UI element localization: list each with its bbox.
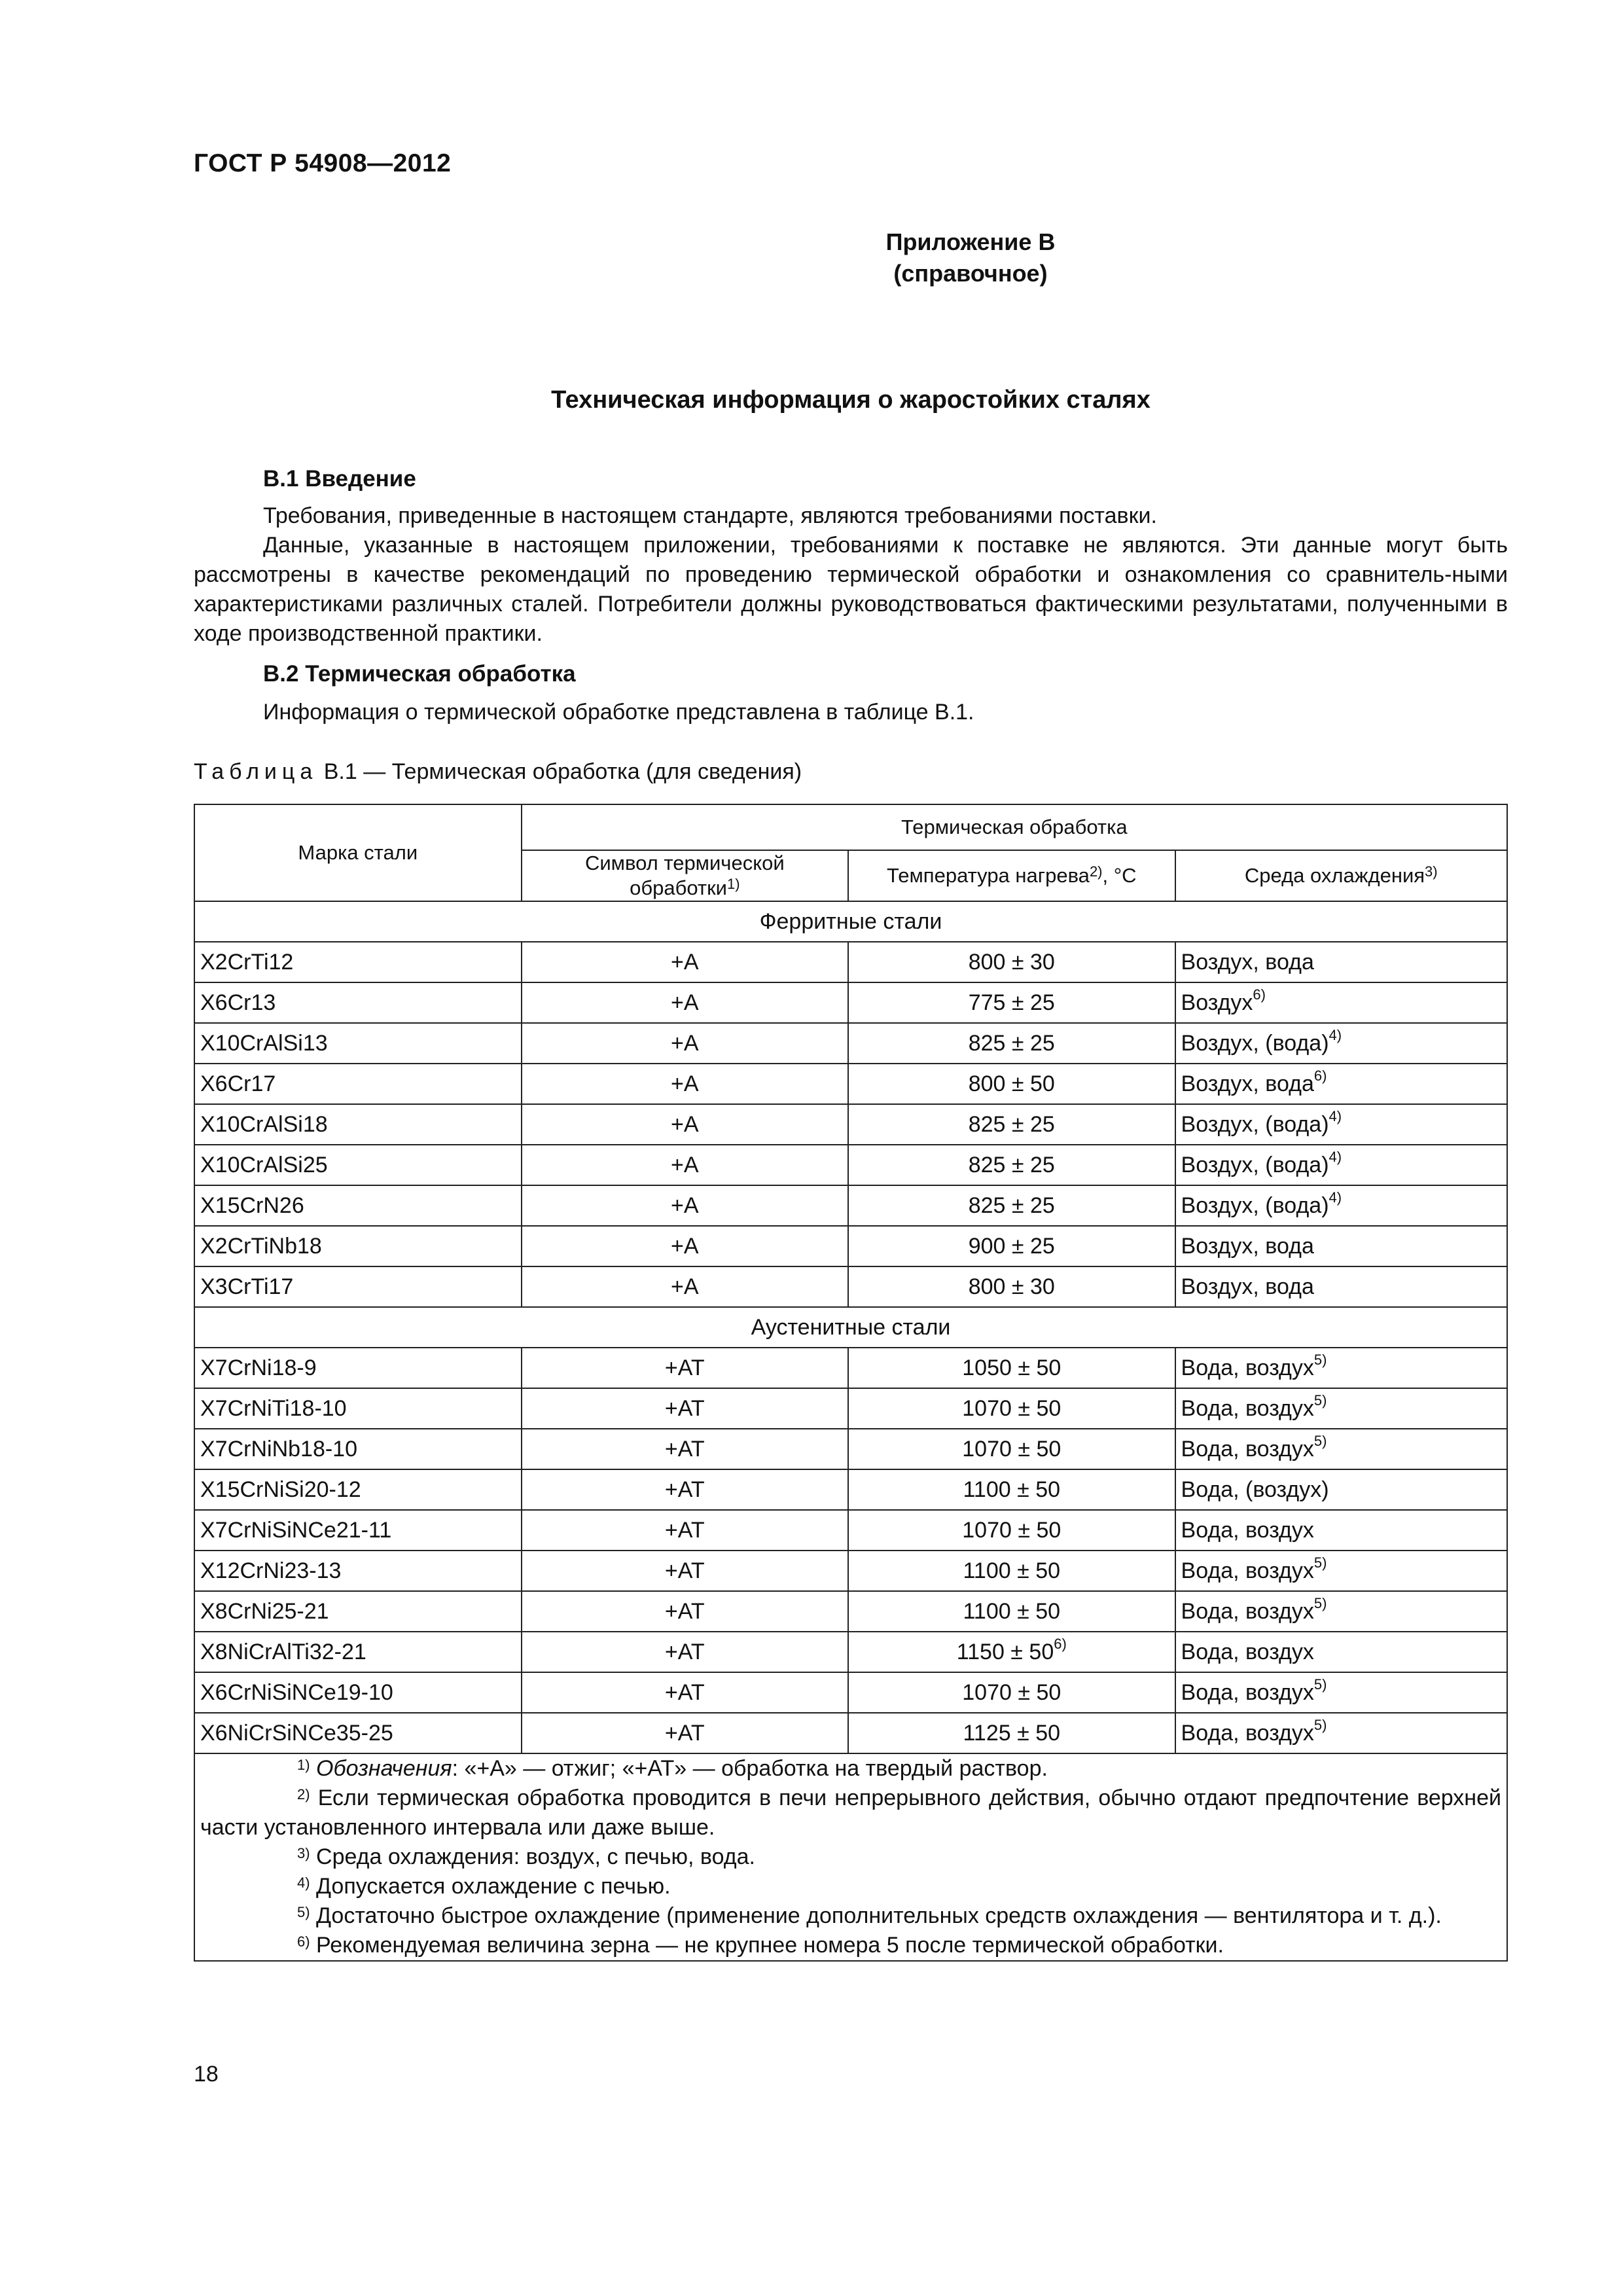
steel-grade (194, 1591, 522, 1632)
page-number: 18 (194, 2062, 219, 2087)
treatment-symbol (522, 1672, 848, 1713)
cooling-medium (1175, 1388, 1507, 1429)
footnote-ref: 2) (1089, 863, 1103, 880)
cooling-medium-text: Воздух, (вода) (1181, 1193, 1329, 1218)
heating-temperature-text: 1070 ± 50 (962, 1517, 1061, 1543)
footnote-ref: 4) (1329, 1107, 1342, 1124)
section-title: Техническая информация о жаростойких сталях (551, 386, 1150, 414)
heating-temperature-text: 825 ± 25 (968, 1030, 1055, 1056)
table-notes (194, 1753, 1507, 1961)
table-caption-label: Таблица (194, 759, 318, 784)
footnote-mark: 2) (297, 1786, 310, 1803)
treatment-symbol-text: +AT (664, 1436, 705, 1462)
cooling-medium-text: Вода, воздух (1181, 1598, 1314, 1624)
steel-grade-text: X6Cr13 (200, 990, 276, 1015)
cooling-medium (1175, 982, 1507, 1023)
treatment-symbol-text: +A (671, 1193, 699, 1218)
heating-temperature (848, 942, 1175, 982)
table-row (194, 1591, 1507, 1632)
table-row (194, 1632, 1507, 1672)
group-name: Аустенитные стали (194, 1307, 1507, 1348)
footnote-ref: 4) (1329, 1189, 1342, 1206)
footnote-ref: 5) (1313, 1676, 1327, 1693)
heating-temperature (848, 1713, 1175, 1753)
treatment-symbol (522, 1713, 848, 1753)
steel-grade (194, 1632, 522, 1672)
steel-grade-text: X10CrAlSi13 (200, 1030, 328, 1056)
table-caption (194, 759, 802, 785)
cooling-medium-text: Воздух, (вода) (1181, 1111, 1329, 1137)
table-caption-text: В.1 — Термическая обработка (для сведения) (317, 759, 802, 784)
treatment-symbol (522, 1388, 848, 1429)
heating-temperature-text: 775 ± 25 (968, 990, 1055, 1015)
footnote-text: Если термическая обработка проводится в печи непрерывного действия, обычно отдают предпочтение верхней части установленного интервала или даже выше. (200, 1785, 1501, 1840)
heating-temperature (848, 1388, 1175, 1429)
table-row (194, 1348, 1507, 1388)
treatment-symbol-text: +AT (664, 1395, 705, 1421)
heating-temperature (848, 1469, 1175, 1510)
treatment-symbol (522, 1348, 848, 1388)
table-row (194, 942, 1507, 982)
heating-temperature (848, 1429, 1175, 1469)
footnote (200, 1754, 1501, 1784)
cooling-medium-text: Вода, воздух (1181, 1639, 1314, 1664)
heating-temperature (848, 1266, 1175, 1307)
cooling-medium (1175, 1226, 1507, 1266)
header-temperature-unit: , °С (1102, 864, 1137, 887)
footnote-text: Среда охлаждения: воздух, с печью, вода. (310, 1844, 755, 1869)
table-row (194, 1226, 1507, 1266)
table-row (194, 982, 1507, 1023)
heating-temperature-text: 800 ± 50 (968, 1071, 1055, 1096)
treatment-symbol-text: +AT (664, 1517, 705, 1543)
steel-grade (194, 1388, 522, 1429)
footnote-mark: 1) (297, 1757, 310, 1773)
heating-temperature-text: 900 ± 25 (968, 1233, 1055, 1259)
cooling-medium (1175, 1104, 1507, 1145)
footnote-text: Допускается охлаждение с печью. (310, 1874, 671, 1899)
steel-grade (194, 1713, 522, 1753)
table-body (194, 901, 1507, 1753)
heating-temperature (848, 1551, 1175, 1591)
footnote-text: Достаточно быстрое охлаждение (применение дополнительных средств охлаждения — вентилятора и т. д.). (310, 1903, 1442, 1928)
steel-grade (194, 1266, 522, 1307)
footnote-mark: 4) (297, 1874, 310, 1891)
steel-grade (194, 1348, 522, 1388)
treatment-symbol (522, 1551, 848, 1591)
footnote (200, 1872, 1501, 1901)
steel-grade (194, 1551, 522, 1591)
cooling-medium (1175, 1266, 1507, 1307)
footnote-mark: 6) (297, 1933, 310, 1950)
footnote-ref: 1) (726, 876, 740, 892)
heating-temperature (848, 1145, 1175, 1185)
cooling-medium (1175, 1713, 1507, 1753)
cooling-medium (1175, 1469, 1507, 1510)
cooling-medium (1175, 1632, 1507, 1672)
table-row (194, 1551, 1507, 1591)
cooling-medium-text: Вода, воздух (1181, 1517, 1314, 1543)
treatment-symbol-text: +AT (664, 1720, 705, 1746)
steel-grade-text: X12CrNi23-13 (200, 1558, 342, 1583)
table-row (194, 1388, 1507, 1429)
header-temperature (848, 850, 1175, 901)
treatment-symbol (522, 1469, 848, 1510)
steel-grade (194, 1469, 522, 1510)
steel-grade-text: X3CrTi17 (200, 1274, 294, 1299)
b2-heading: В.2 Термическая обработка (263, 661, 576, 687)
table-row (194, 1145, 1507, 1185)
cooling-medium-text: Воздух, (вода) (1181, 1152, 1329, 1177)
treatment-symbol (522, 1226, 848, 1266)
treatment-symbol-text: +AT (664, 1558, 705, 1583)
treatment-symbol (522, 1185, 848, 1226)
cooling-medium-text: Вода, воздух (1181, 1720, 1314, 1746)
group-row (194, 901, 1507, 942)
cooling-medium (1175, 1591, 1507, 1632)
heating-temperature-text: 1100 ± 50 (963, 1558, 1061, 1583)
group-row (194, 1307, 1507, 1348)
cooling-medium (1175, 1551, 1507, 1591)
steel-grade-text: X6CrNiSiNCe19-10 (200, 1679, 393, 1705)
treatment-symbol (522, 1510, 848, 1551)
cooling-medium (1175, 942, 1507, 982)
treatment-symbol-text: +AT (664, 1355, 705, 1380)
treatment-symbol (522, 942, 848, 982)
steel-grade-text: X10CrAlSi25 (200, 1152, 328, 1177)
heating-temperature (848, 1104, 1175, 1145)
footnote-ref: 3) (1425, 863, 1438, 880)
cooling-medium (1175, 1348, 1507, 1388)
steel-grade-text: X7CrNiSiNCe21-11 (200, 1517, 392, 1543)
footnote (200, 1842, 1501, 1872)
table-row (194, 1185, 1507, 1226)
heating-temperature (848, 1672, 1175, 1713)
steel-grade-text: X2CrTi12 (200, 949, 294, 975)
cooling-medium (1175, 1672, 1507, 1713)
table-row (194, 1104, 1507, 1145)
heating-temperature-text: 1070 ± 50 (962, 1679, 1061, 1705)
b2-paragraph-1: Информация о термической обработке представлена в таблице В.1. (263, 700, 974, 725)
treatment-symbol-text: +A (671, 1030, 699, 1056)
appendix-heading (194, 226, 1508, 289)
cooling-medium (1175, 1064, 1507, 1104)
treatment-symbol-text: +AT (664, 1639, 705, 1664)
treatment-symbol (522, 1591, 848, 1632)
footnote-text: Рекомендуемая величина зерна — не крупнее номера 5 после термической обработки. (310, 1933, 1224, 1958)
steel-grade (194, 1672, 522, 1713)
cooling-medium-text: Воздух, вода (1181, 1071, 1314, 1096)
steel-grade (194, 1510, 522, 1551)
steel-grade-text: X6NiCrSiNCe35-25 (200, 1720, 393, 1746)
table-row (194, 1064, 1507, 1104)
footnote-ref: 5) (1313, 1554, 1327, 1571)
cooling-medium-text: Воздух, вода (1181, 1274, 1314, 1299)
header-cooling-text: Среда охлаждения (1244, 864, 1425, 887)
steel-grade-text: X8CrNi25-21 (200, 1598, 329, 1624)
treatment-symbol (522, 1429, 848, 1469)
header-treatment: Термическая обработка (522, 804, 1507, 850)
table-row (194, 1672, 1507, 1713)
heating-temperature (848, 1632, 1175, 1672)
steel-grade-text: X7CrNi18-9 (200, 1355, 317, 1380)
treatment-symbol-text: +AT (664, 1679, 705, 1705)
treatment-symbol-text: +AT (664, 1598, 705, 1624)
cooling-medium-text: Вода, воздух (1181, 1355, 1314, 1380)
table-row (194, 1469, 1507, 1510)
steel-grade-text: X7CrNiTi18-10 (200, 1395, 347, 1421)
cooling-medium (1175, 1510, 1507, 1551)
heating-temperature-text: 825 ± 25 (968, 1111, 1055, 1137)
heating-temperature (848, 1023, 1175, 1064)
heating-temperature (848, 1064, 1175, 1104)
steel-grade (194, 942, 522, 982)
steel-grade-text: X2CrTiNb18 (200, 1233, 322, 1259)
cooling-medium (1175, 1185, 1507, 1226)
steel-grade (194, 982, 522, 1023)
treatment-symbol-text: +AT (664, 1477, 705, 1502)
steel-grade (194, 1104, 522, 1145)
appendix-kind: (справочное) (893, 260, 1048, 287)
b1-paragraph-1: Требования, приведенные в настоящем стандарте, являются требованиями поставки. (263, 503, 1157, 528)
header-symbol (522, 850, 848, 901)
cooling-medium (1175, 1145, 1507, 1185)
footnote-text: : «+A» — отжиг; «+AT» — обработка на твердый раствор. (452, 1756, 1048, 1781)
cooling-medium-text: Вода, воздух (1181, 1679, 1314, 1705)
cooling-medium-text: Вода, воздух (1181, 1395, 1314, 1421)
cooling-medium-text: Вода, воздух (1181, 1558, 1314, 1583)
footnote-ref: 6) (1054, 1635, 1067, 1652)
table-row (194, 1266, 1507, 1307)
heating-temperature-text: 1150 ± 50 (956, 1639, 1054, 1664)
table-row (194, 1510, 1507, 1551)
table-row (194, 1713, 1507, 1753)
appendix-title: Приложение В (885, 228, 1056, 255)
cooling-medium (1175, 1429, 1507, 1469)
footnote-ref: 5) (1313, 1594, 1327, 1611)
cooling-medium-text: Вода, (воздух) (1181, 1477, 1329, 1502)
steel-grade-text: X8NiCrAlTi32-21 (200, 1639, 366, 1664)
cooling-medium-text: Воздух, вода (1181, 949, 1314, 975)
steel-grade (194, 1145, 522, 1185)
heating-temperature (848, 1348, 1175, 1388)
footnote-ref: 6) (1313, 1067, 1327, 1084)
cooling-medium-text: Воздух, (вода) (1181, 1030, 1329, 1056)
treatment-symbol-text: +A (671, 1152, 699, 1177)
heating-temperature-text: 1050 ± 50 (962, 1355, 1061, 1380)
cooling-medium-text: Вода, воздух (1181, 1436, 1314, 1462)
treatment-symbol-text: +A (671, 1071, 699, 1096)
heating-temperature-text: 825 ± 25 (968, 1193, 1055, 1218)
footnote-ref: 5) (1313, 1391, 1327, 1408)
steel-grade (194, 1429, 522, 1469)
table-row (194, 1429, 1507, 1469)
footnote-ref: 5) (1313, 1351, 1327, 1368)
treatment-symbol (522, 1145, 848, 1185)
steel-grade (194, 1023, 522, 1064)
cooling-medium-text: Воздух (1181, 990, 1253, 1015)
footnote-ref: 4) (1329, 1026, 1342, 1043)
group-name: Ферритные стали (194, 901, 1507, 942)
footnote-italic: Обозначения (316, 1756, 452, 1781)
table-row (194, 1023, 1507, 1064)
cooling-medium-text: Воздух, вода (1181, 1233, 1314, 1259)
treatment-symbol-text: +A (671, 949, 699, 975)
treatment-symbol (522, 1023, 848, 1064)
footnote (200, 1784, 1501, 1842)
footnote (200, 1901, 1501, 1931)
steel-grade (194, 1064, 522, 1104)
footnote-ref: 5) (1313, 1432, 1327, 1449)
heat-treatment-table (194, 804, 1508, 1962)
heating-temperature (848, 1185, 1175, 1226)
header-grade: Марка стали (194, 804, 522, 901)
b1-heading: В.1 Введение (263, 466, 416, 492)
heating-temperature-text: 1070 ± 50 (962, 1436, 1061, 1462)
steel-grade-text: X15CrN26 (200, 1193, 304, 1218)
heating-temperature-text: 1125 ± 50 (963, 1720, 1061, 1746)
steel-grade-text: X6Cr17 (200, 1071, 276, 1096)
treatment-symbol-text: +A (671, 1233, 699, 1259)
header-cooling (1175, 850, 1507, 901)
footnote (200, 1931, 1501, 1960)
steel-grade-text: X15CrNiSi20-12 (200, 1477, 361, 1502)
steel-grade (194, 1226, 522, 1266)
footnote-mark: 5) (297, 1904, 310, 1920)
treatment-symbol-text: +A (671, 990, 699, 1015)
heating-temperature-text: 1100 ± 50 (963, 1477, 1061, 1502)
heating-temperature-text: 1070 ± 50 (962, 1395, 1061, 1421)
footnote-ref: 4) (1329, 1148, 1342, 1165)
b1-paragraph-2: Данные, указанные в настоящем приложении, требованиями к поставке не являются. Эти данные могут быть рассмотрены в качестве рекомендаций по проведению термической обработки и ознакомления со сравнитель-ными характеристиками различных сталей. Потребители должны руководствоваться фактическими результатами, полученными в ходе производственной практики. (194, 533, 1508, 646)
document-id: ГОСТ Р 54908—2012 (194, 149, 452, 177)
treatment-symbol (522, 1104, 848, 1145)
treatment-symbol (522, 982, 848, 1023)
heating-temperature (848, 1226, 1175, 1266)
header-temperature-text: Температура нагрева (887, 864, 1090, 887)
heating-temperature-text: 800 ± 30 (968, 949, 1055, 975)
steel-grade-text: X10CrAlSi18 (200, 1111, 328, 1137)
header-symbol-text: Символ термической обработки (584, 852, 785, 899)
heating-temperature-text: 800 ± 30 (968, 1274, 1055, 1299)
steel-grade-text: X7CrNiNb18-10 (200, 1436, 357, 1462)
footnote-mark: 3) (297, 1845, 310, 1861)
steel-grade (194, 1185, 522, 1226)
treatment-symbol-text: +A (671, 1111, 699, 1137)
treatment-symbol (522, 1064, 848, 1104)
heating-temperature-text: 1100 ± 50 (963, 1598, 1061, 1624)
treatment-symbol (522, 1266, 848, 1307)
footnote-ref: 6) (1253, 986, 1266, 1003)
treatment-symbol (522, 1632, 848, 1672)
cooling-medium (1175, 1023, 1507, 1064)
heating-temperature-text: 825 ± 25 (968, 1152, 1055, 1177)
heating-temperature (848, 982, 1175, 1023)
footnote-ref: 5) (1313, 1716, 1327, 1733)
heating-temperature (848, 1591, 1175, 1632)
heating-temperature (848, 1510, 1175, 1551)
treatment-symbol-text: +A (671, 1274, 699, 1299)
